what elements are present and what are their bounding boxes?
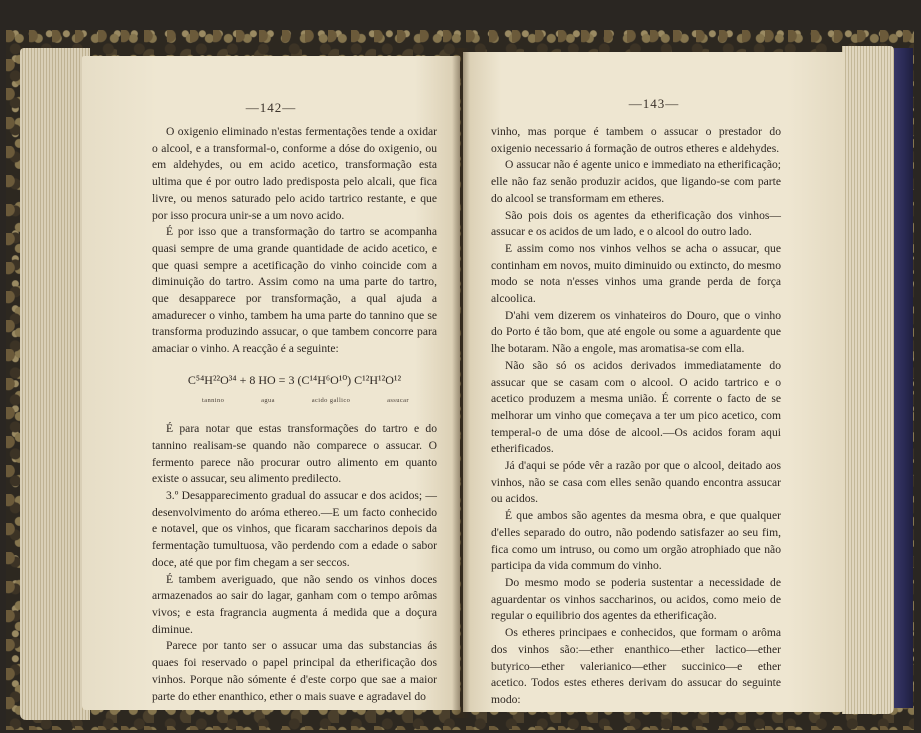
- paragraph: 3.º Desapparecimento gradual do assucar e dos acidos; —desenvolvimento do aróma ethereo.—E um facto conhecido e notavel, que os vinhos, que ficaram saccharinos depois da fermentação tumultuosa, vão perdendo com a edade o sabor doce, até que por fim chegam a ser seccos.: [152, 489, 437, 569]
- paragraph: O assucar não é agente unico e immediato na etherificação; elle não faz senão produzir acidos, que ligando-se com parte do alcool se transformam em etheres.: [491, 158, 781, 205]
- paragraph: Parece por tanto ser o assucar uma das substancias ás quaes foi reservado o papel principal da etherificação dos vinhos. Porque não sómente é d'este corpo que sae a maior parte do ether enanthico, ether o mais suave e agradavel do: [152, 639, 437, 703]
- paragraph: É por isso que a transformação do tartro se acompanha quasi sempre de uma grande quantidade de acido acetico, e que quasi sempre a acetificação do vinho coincide com a diminuição do tartro. Assim como na uma parte do tartro, que desapparece por transformação, a qual ajuda a amadurecer o vinho, tambem ha uma parte do tannino que se transforma produzindo assucar, o que tambem concorre para amaciar o vinho. A reacção é a seguinte:: [152, 225, 437, 356]
- paragraph: É tambem averiguado, que não sendo os vinhos doces armazenados ao sair do lagar, ganham com o tempo arômas vivos; e esta fragrancia augmenta á medida que a doçura diminue.: [152, 572, 437, 636]
- paragraph: Do mesmo modo se poderia sustentar a necessidade de aguardentar os vinhos saccharinos, ou acidos, como meio de regular o equilibrio dos agentes da etherificação.: [491, 575, 781, 623]
- right-page-text: [491, 124, 781, 709]
- paragraph: É para notar que estas transformações do tartro e do tannino realisam-se quando não comparece o assucar. O fermento parece não procurar outro alimento em quanto existe o assucar, seu alimento predilecto.: [152, 422, 437, 486]
- formula-labels: [152, 393, 437, 410]
- book-gutter: [452, 48, 470, 718]
- paragraph: O oxigenio eliminado n'estas fermentações tende a oxidar o alcool, e a transformal-o, conforme a dóse do oxigenio, ou em aldehydes, ou em acido acetico, transformação esta ultima que é por outro lado predisposta pelo alcali, que fica livre, ou menos saturado pelo acido tartrico restante, e que por isso procura unir-se a um novo acido.: [152, 125, 437, 222]
- cover-spine-edge: [891, 48, 913, 708]
- paragraph: É que ambos são agentes da mesma obra, e que qualquer d'elles separado do outro, não podendo satisfazer ao seu fim, fica como um intruso, ou como um orgão atrophiado que não participa da vida commum do vinho.: [491, 509, 781, 573]
- left-page-text: [152, 124, 437, 705]
- formula-label: agua: [261, 396, 275, 404]
- paragraph: D'ahi vem dizerem os vinhateiros do Douro, que o vinho do Porto é tão bom, que até engole ou some a aguardente que lhe botaram. Não a engole, mas aromatisa-se com ella.: [491, 308, 781, 356]
- paragraph: São pois dois os agentes da etherificação dos vinhos—assucar e os acidos de um lado, e o alcool do outro lado.: [491, 208, 781, 239]
- right-page-block-edge: [842, 46, 894, 714]
- left-page-number: —142—: [245, 100, 297, 115]
- left-page-block-edge: [20, 48, 90, 720]
- left-page: [82, 56, 460, 710]
- right-page: [463, 52, 845, 712]
- formula-label: acido gallico: [311, 396, 351, 404]
- paragraph: Os etheres principaes e conhecidos, que formam o arôma dos vinhos são:—ether enanthico—ether lactico—ether butyrico—ether valerianico—ether succinico—e ether acetico. Todos estes etheres derivam do assucar do seguinte modo:: [491, 626, 781, 706]
- paragraph: E assim como nos vinhos velhos se acha o assucar, que continham em novos, muito diminuido ou extincto, do mesmo modo se nota n'esses vinhos uma grande perda de força alcoolica.: [491, 241, 781, 306]
- right-page-number: —143—: [628, 96, 680, 111]
- paragraph: vinho, mas porque é tambem o assucar o prestador do oxigenio necessario á formação de outros etheres e aldehydes.: [491, 125, 781, 155]
- chemical-formula: C⁵⁴H²²O³⁴ + 8 HO = 3 (C¹⁴H⁶O¹⁰) C¹²H¹²O¹²: [187, 372, 402, 387]
- paragraph: Já d'aqui se póde vêr a razão por que o alcool, deitado aos vinhos, não se casa com elles senão quando encontra assucar ou acidos.: [491, 459, 781, 506]
- formula-label: assucar: [387, 396, 409, 404]
- paragraph: Não são só os acidos derivados immediatamente do assucar que se casam com o alcool. O acido tartrico e o acetico produzem a mesma união. É corrente o facto de se melhorar um vinho que começava a ter um pico acetico, com temperal-o de uma dóse de alcool.—Os acidos foram aqui etherificados.: [491, 358, 781, 456]
- formula-label: tannino: [202, 396, 225, 404]
